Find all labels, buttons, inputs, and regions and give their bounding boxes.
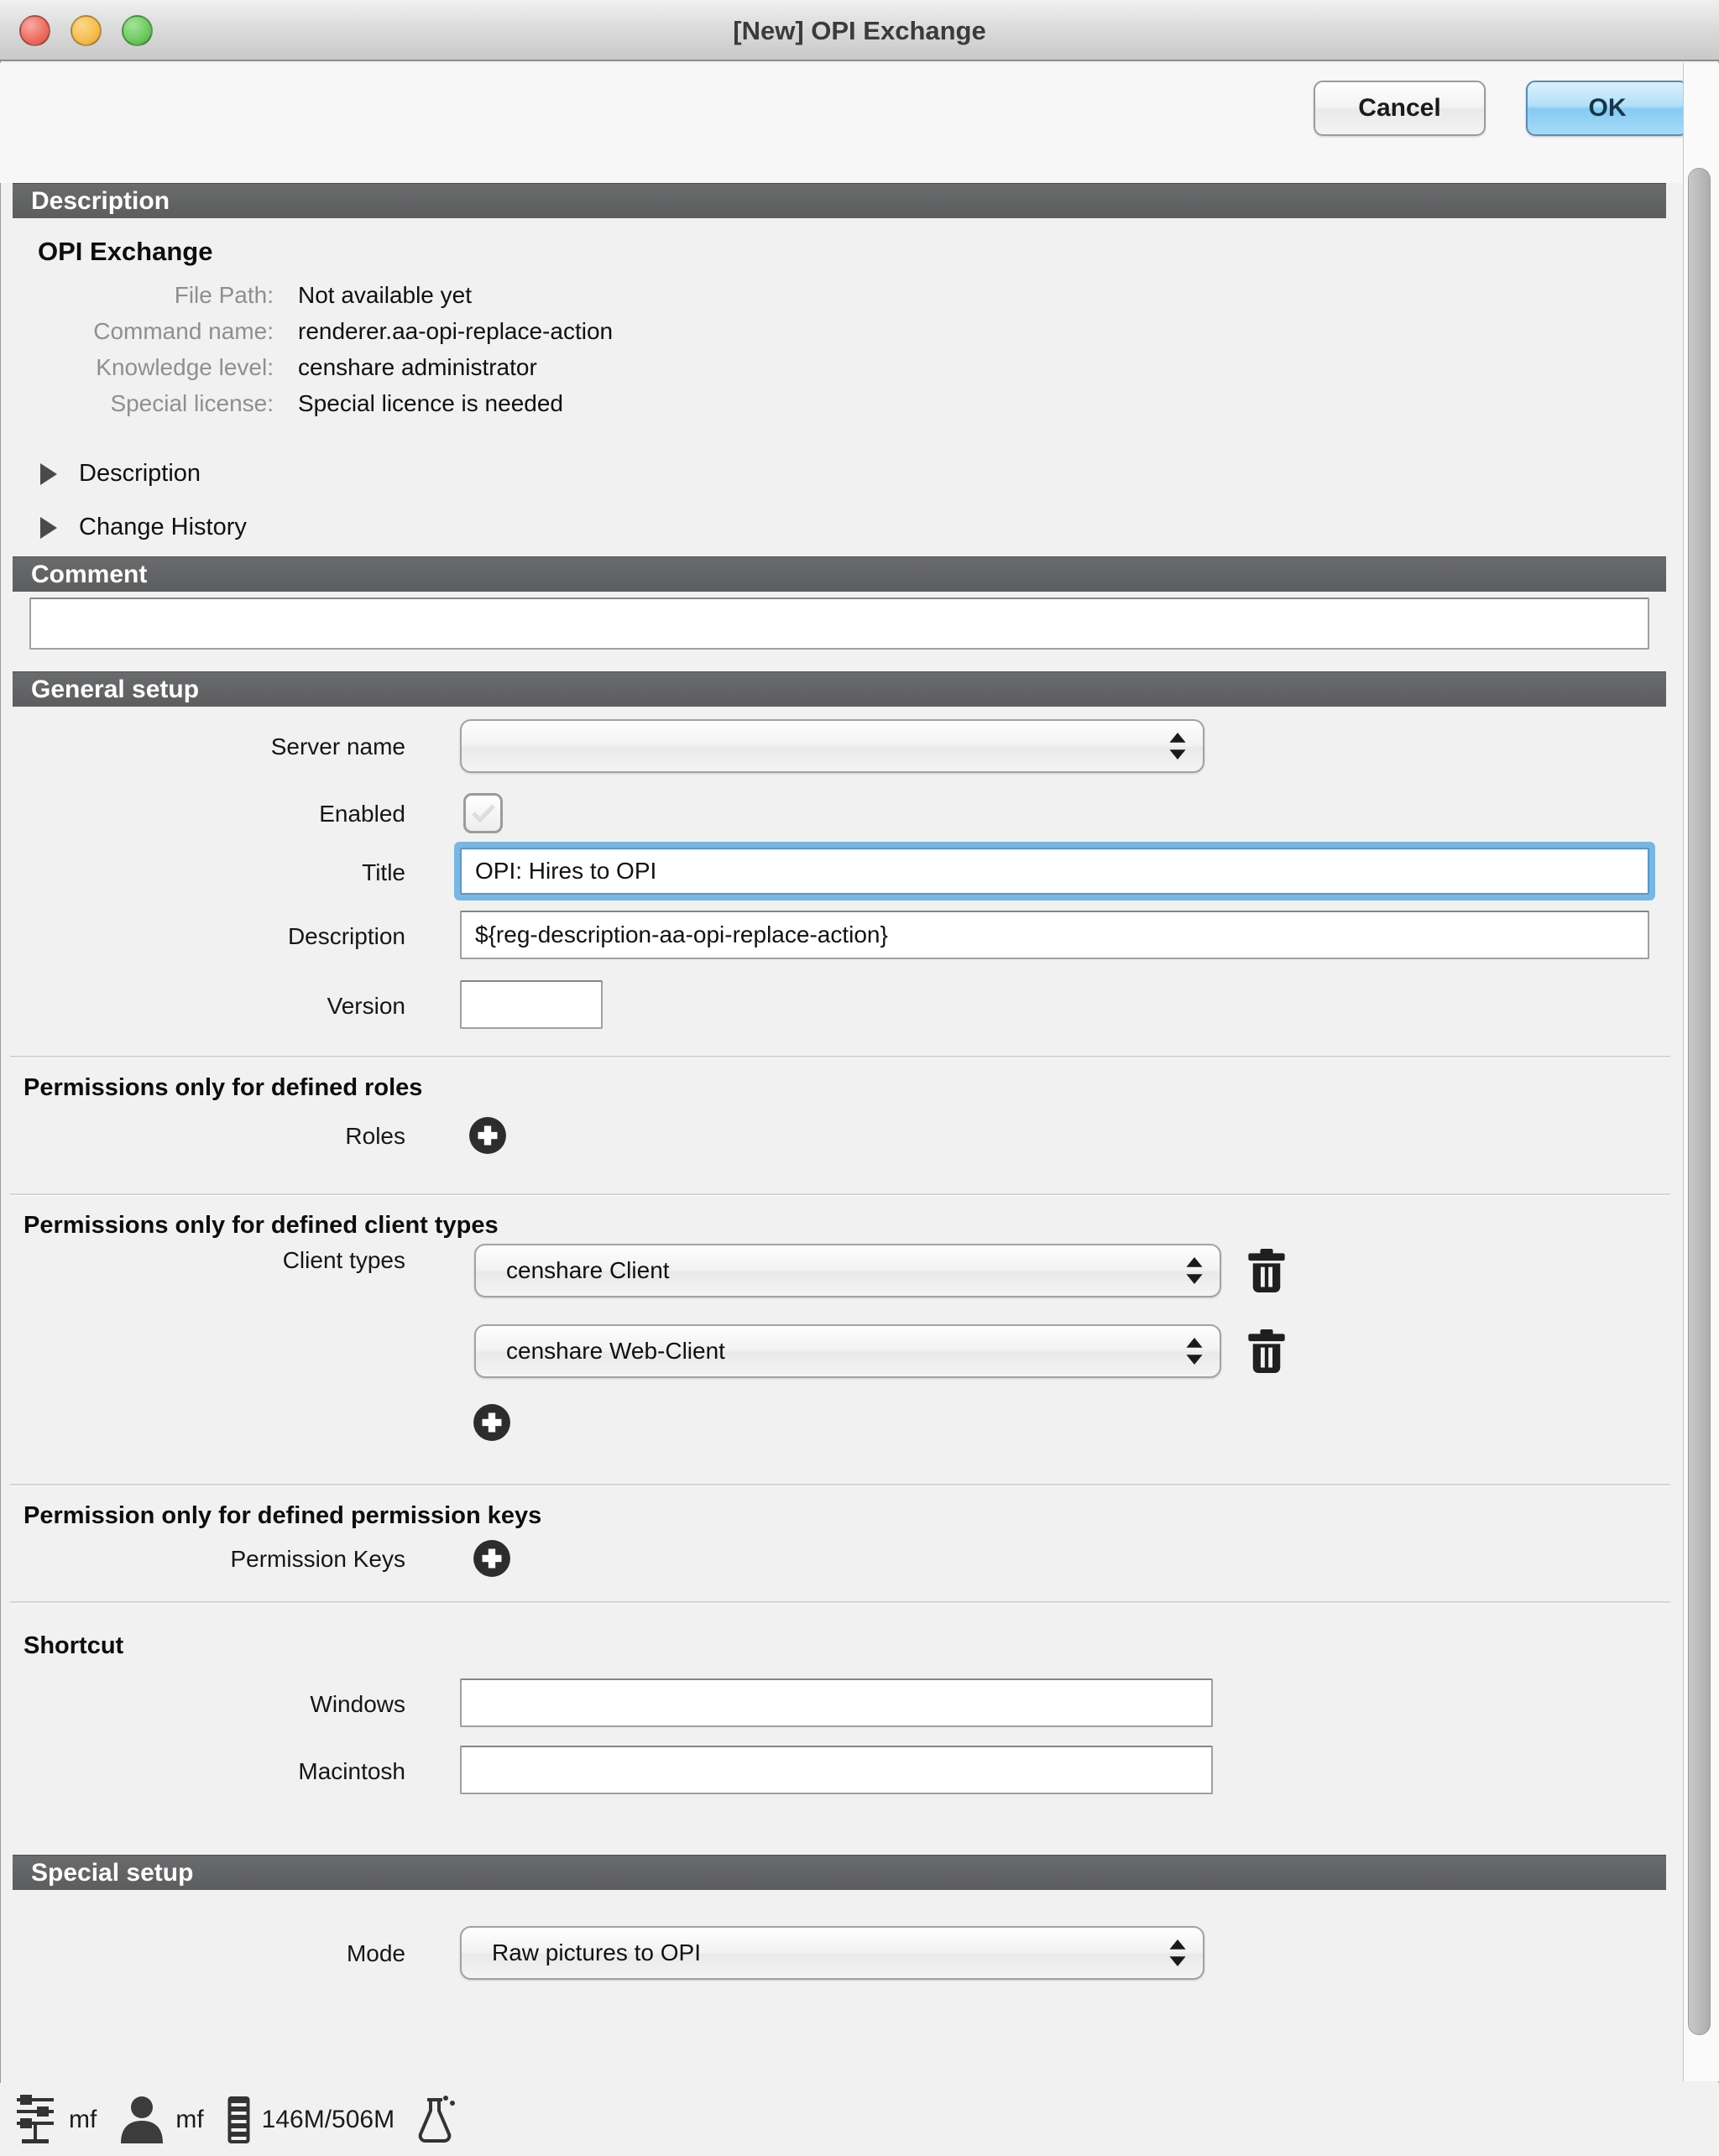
- status-bar: [0, 2083, 1719, 2156]
- client-type-selected-value: censhare Web-Client: [506, 1338, 725, 1364]
- add-client-type-button[interactable]: [473, 1403, 511, 1442]
- enabled-row: [13, 793, 1683, 835]
- disclosure-triangle-icon: [40, 517, 57, 539]
- info-row: [13, 318, 1683, 352]
- command-name-value: renderer.aa-opi-replace-action: [298, 318, 614, 344]
- enabled-label: Enabled: [319, 801, 405, 827]
- command-name-label: Command name:: [93, 318, 274, 344]
- divider: [10, 1601, 1670, 1604]
- description-label: Description: [287, 923, 405, 949]
- info-row: [13, 390, 1683, 424]
- mode-selected-value: Raw pictures to OPI: [492, 1939, 701, 1965]
- mode-row: [13, 1926, 1683, 1981]
- client-types-section-heading: Permissions only for defined client types: [24, 1212, 499, 1239]
- stepper-arrows-icon: [1186, 1338, 1203, 1365]
- stepper-arrows-icon: [1169, 1939, 1186, 1966]
- macintosh-shortcut-input[interactable]: [460, 1746, 1213, 1794]
- plus-icon: [468, 1116, 507, 1155]
- disclosure-triangle-icon: [40, 463, 57, 485]
- description-disclosure-label: Description: [79, 460, 201, 487]
- client-type-selected-value: censhare Client: [506, 1257, 670, 1283]
- version-input[interactable]: [460, 980, 603, 1029]
- special-license-value: Special licence is needed: [298, 390, 563, 416]
- title-bar: [0, 0, 1719, 61]
- cancel-button[interactable]: Cancel: [1314, 81, 1486, 136]
- knowledge-level-label: Knowledge level:: [96, 354, 274, 380]
- permission-keys-label: Permission Keys: [230, 1546, 405, 1572]
- divider: [10, 1484, 1670, 1486]
- ok-button[interactable]: OK: [1526, 81, 1689, 136]
- version-label: Version: [327, 993, 405, 1019]
- roles-row: [13, 1115, 1683, 1158]
- server-icon: [17, 2095, 57, 2145]
- client-type-select[interactable]: [474, 1324, 1221, 1378]
- user-status-label: mf: [175, 2105, 204, 2133]
- permission-keys-section-heading: Permission only for defined permission keys: [24, 1502, 542, 1529]
- client-type-row: [13, 1324, 1683, 1380]
- comment-input[interactable]: [29, 598, 1649, 650]
- divider: [10, 1193, 1670, 1196]
- special-license-label: Special license:: [110, 390, 274, 416]
- description-input[interactable]: [460, 911, 1649, 959]
- stepper-arrows-icon: [1169, 733, 1186, 760]
- server-name-select[interactable]: [460, 719, 1204, 773]
- command-name-title: OPI Exchange: [38, 237, 213, 266]
- server-status-label: mf: [69, 2105, 97, 2133]
- general-setup-section-header: General setup: [13, 671, 1666, 707]
- user-status: [120, 2096, 203, 2143]
- file-path-label: File Path:: [174, 282, 274, 308]
- memory-status: [227, 2096, 394, 2143]
- knowledge-level-value: censhare administrator: [298, 354, 537, 380]
- user-icon: [120, 2096, 164, 2143]
- title-input[interactable]: [460, 848, 1649, 895]
- server-name-row: [13, 719, 1683, 775]
- server-name-label: Server name: [270, 733, 405, 760]
- flask-icon: [418, 2096, 457, 2144]
- description-disclosure[interactable]: [40, 460, 201, 488]
- plus-icon: [473, 1403, 511, 1442]
- roles-label: Roles: [345, 1123, 405, 1149]
- file-path-value: Not available yet: [298, 282, 473, 308]
- info-row: [13, 354, 1683, 388]
- stepper-arrows-icon: [1186, 1257, 1203, 1284]
- windows-label: Windows: [310, 1691, 405, 1717]
- permission-keys-row: [13, 1537, 1683, 1581]
- plus-icon: [473, 1539, 511, 1578]
- client-types-label: Client types: [282, 1246, 405, 1273]
- comment-section-header: Comment: [13, 556, 1666, 592]
- description-section-header: Description: [13, 183, 1666, 218]
- trash-icon: [1248, 1249, 1285, 1292]
- test-mode-status: [418, 2096, 457, 2144]
- description-row: [13, 911, 1683, 963]
- mode-select[interactable]: [460, 1926, 1204, 1980]
- memory-icon: [227, 2096, 250, 2143]
- delete-client-type-button[interactable]: [1248, 1249, 1285, 1292]
- macintosh-label: Macintosh: [298, 1758, 405, 1784]
- add-permission-key-button[interactable]: [473, 1539, 511, 1578]
- change-history-disclosure[interactable]: [40, 514, 247, 541]
- delete-client-type-button[interactable]: [1248, 1329, 1285, 1373]
- windows-shortcut-input[interactable]: [460, 1678, 1213, 1727]
- roles-section-heading: Permissions only for defined roles: [24, 1074, 423, 1101]
- version-row: [13, 980, 1683, 1032]
- add-role-button[interactable]: [468, 1116, 507, 1155]
- change-history-disclosure-label: Change History: [79, 514, 247, 540]
- client-type-select[interactable]: [474, 1244, 1221, 1297]
- command-title-row: [13, 237, 1683, 270]
- divider: [10, 1056, 1670, 1058]
- enabled-checkbox[interactable]: [463, 793, 503, 833]
- scrollbar-thumb[interactable]: [1688, 168, 1711, 2035]
- mode-label: Mode: [346, 1940, 405, 1966]
- title-label: Title: [362, 859, 405, 885]
- special-setup-section-header: Special setup: [13, 1855, 1666, 1890]
- memory-status-label: 146M/506M: [261, 2105, 395, 2133]
- macintosh-shortcut-row: [13, 1746, 1683, 1798]
- shortcut-section-heading: Shortcut: [24, 1632, 124, 1659]
- server-status: [17, 2095, 97, 2145]
- trash-icon: [1248, 1329, 1285, 1373]
- windows-shortcut-row: [13, 1678, 1683, 1731]
- client-type-row: [13, 1244, 1683, 1299]
- info-row: [13, 282, 1683, 316]
- window-title: [New] OPI Exchange: [733, 16, 986, 45]
- title-row: [13, 846, 1683, 900]
